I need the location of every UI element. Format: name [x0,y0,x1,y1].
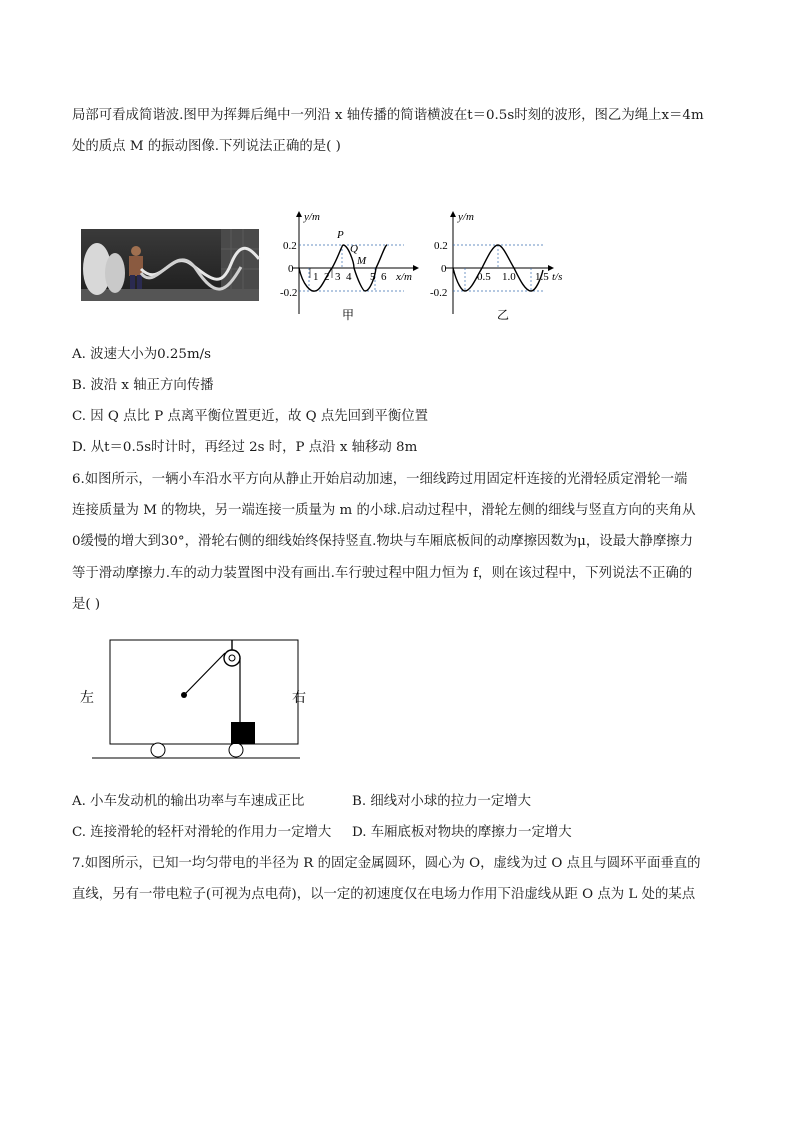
q7-stem-line-1: 7.如图所示，已知一均匀带电的半径为 R 的固定金属圆环，圆心为 O，虚线为过 O 点且与圆环平面垂直的 [72,856,701,871]
jia-x-axis-label: x/m [396,271,412,283]
jia-x-tick-6: 6 [381,271,387,283]
q5-stem-line-1: 局部可看成简谐波.图甲为挥舞后绳中一列沿 x 轴传播的简谐横波在t＝0.5s时刻的波形，图乙为绳上x＝4m [72,108,704,123]
point-M-label: M [357,255,367,267]
right-wheel [229,743,243,757]
jia-caption: 甲 [342,308,355,322]
yi-y-tick-0.2: 0.2 [434,240,448,252]
battle-rope-photo [81,229,259,301]
block-M [231,722,255,744]
q6-stem-line-4: 等于滑动摩擦力.车的动力装置图中没有画出.车行驶过程中阻力恒为 f，则在该过程中，下列说法不正确的 [72,566,693,581]
q7-stem-line-2: 直线，另有一带电粒子(可视为点电荷)，以一定的初速度仅在电场力作用下沿虚线从距 O 点为 L 处的某点 [72,887,696,902]
point-Q-label: Q [350,243,358,255]
cart-pulley-figure [72,626,312,766]
yi-x-tick-1.5: 1.5 [535,271,549,283]
jia-y-tick-neg0.2: -0.2 [280,287,298,299]
q6-option-a: A. 小车发动机的输出功率与车速成正比 [72,794,305,809]
q6-stem-line-5: 是( ) [72,597,101,612]
q5-option-d: D. 从t＝0.5s时计时，再经过 2s 时，P 点沿 x 轴移动 8m [72,440,418,455]
q6-option-c: C. 连接滑轮的轻杆对滑轮的作用力一定增大 [72,825,332,840]
point-P-label: P [337,229,344,241]
yi-x-tick-1.0: 1.0 [502,271,516,283]
yi-x-tick-0.5: 0.5 [477,271,491,283]
q5-option-b: B. 波沿 x 轴正方向传播 [72,378,214,393]
jia-y-tick-0: 0 [288,263,294,275]
yi-caption: 乙 [497,308,510,322]
vibration-graph-yi [425,206,575,326]
jia-x-tick-1: 1 [313,271,319,283]
small-ball [181,692,187,698]
q6-option-b: B. 细线对小球的拉力一定增大 [352,794,532,809]
left-wheel [151,743,165,757]
right-label: 右 [292,691,306,706]
jia-x-tick-5: 5 [370,271,376,283]
jia-y-tick-0.2: 0.2 [283,240,297,252]
yi-y-tick-0: 0 [441,263,447,275]
q6-stem-line-1: 6.如图所示，一辆小车沿水平方向从静止开始启动加速，一细线跨过用固定杆连接的光滑轻质定滑轮一端 [72,472,688,487]
jia-x-tick-4: 4 [346,271,352,283]
jia-y-axis-label: y/m [304,211,320,223]
jia-x-tick-3: 3 [335,271,341,283]
q5-stem-line-2: 处的质点 M 的振动图像.下列说法正确的是( ) [72,139,341,154]
q6-option-d: D. 车厢底板对物块的摩擦力一定增大 [352,825,572,840]
yi-y-axis-label: y/m [458,211,474,223]
q5-option-c: C. 因 Q 点比 P 点离平衡位置更近，故 Q 点先回到平衡位置 [72,409,428,424]
yi-x-axis-label: t/s [552,271,563,283]
q6-stem-line-3: 0缓慢的增大到30°，滑轮右侧的细线始终保持竖直.物块与车厢底板间的动摩擦因数为μ，设最大静摩擦力 [72,534,694,549]
wave-graph-jia [282,206,422,326]
left-label: 左 [80,691,94,706]
q6-stem-line-2: 连接质量为 M 的物块，另一端连接一质量为 m 的小球.启动过程中，滑轮左侧的细线与竖直方向的夹角从 [72,503,696,518]
yi-y-tick-neg0.2: -0.2 [430,287,448,299]
q5-option-a: A. 波速大小为0.25m/s [72,347,212,362]
jia-x-tick-2: 2 [324,271,330,283]
